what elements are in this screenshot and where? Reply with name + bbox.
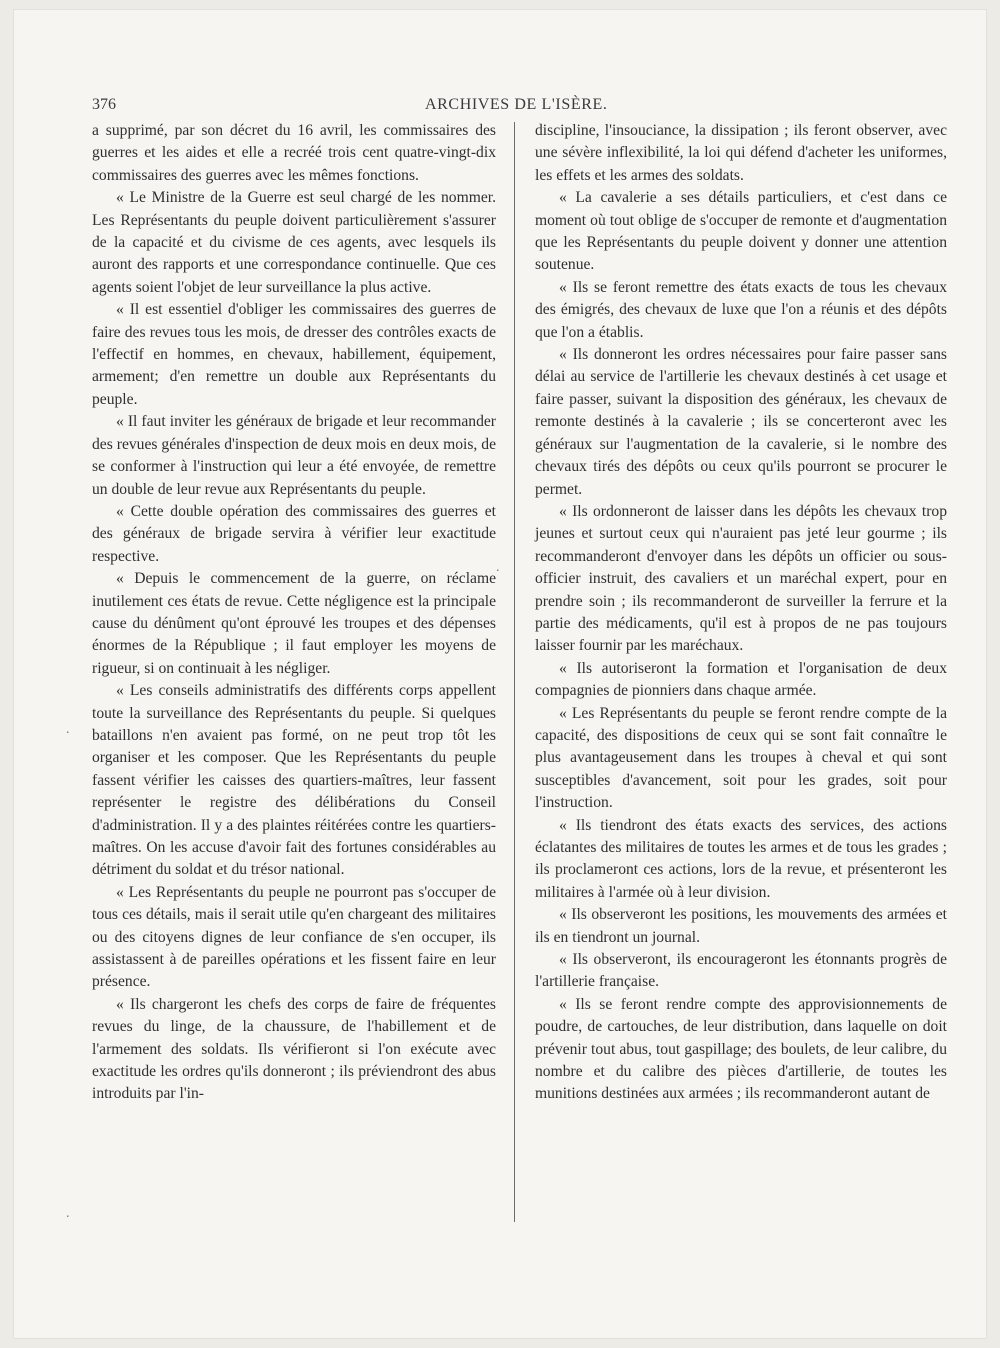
paragraph: « Cette double opération des commissaires des guerres et des généraux de brigade servira à vérifier leur exactitude respective. xyxy=(92,502,496,565)
paragraph: discipline, l'insouciance, la dissipation ; ils feront observer, avec une sévère inflexibilité, la loi qui défend d'acheter les uniformes, les effets et les armes des soldats. xyxy=(535,122,947,184)
stray-mark: . xyxy=(66,722,70,737)
paragraph: « Ils autoriseront la formation et l'organisation de deux compagnies de pionniers dans chaque armée. xyxy=(535,659,947,700)
paragraph: « Ils se feront rendre compte des approvisionnements de poudre, de cartouches, de leur distribution, dans laquelle on doit prévenir tout abus, tout gaspillage; des boulets, de leur calibre, du nombre et du calibre des pièces d'artillerie, de toutes les munitions destinées aux armées ; ils recommanderont autant de xyxy=(535,995,947,1103)
paragraph: « Ils se feront remettre des états exacts de tous les chevaux des émigrés, des chevaux de luxe que l'on a réunis et des dépôts que l'on a établis. xyxy=(535,278,947,341)
paragraph: « La cavalerie a ses détails particuliers, et c'est dans ce moment où tout oblige de s'occuper de remonte et d'augmentation que les Représentants du peuple doivent y donner une attention soutenue. xyxy=(535,189,947,274)
paragraph: « Depuis le commencement de la guerre, on réclame inutilement ces états de revue. Cette négligence est la principale cause du dénûment qu'ont éprouvé les troupes et des dépenses énormes de la République ; il faut employer les moyens de rigueur, si on continuait à les négliger. xyxy=(92,570,496,677)
paragraph: « Les Représentants du peuple se feront rendre compte de la capacité, des dispositions de ceux qui se sont fait connaître le plus avantageusement dans les troupes à cheval et qui sont susceptibles d'avancement, soit pour les grades, soit pour l'instruction. xyxy=(535,704,947,812)
page-header xyxy=(92,96,952,118)
paragraph: « Les conseils administratifs des différents corps appellent toute la surveillance des Représentants du peuple. Si quelques bataillons n'en avaient pas formé, on ne peut trop tôt les organiser et les composer. Que les Représentants du peuple fassent vérifier les caisses des quartiers-maîtres, leur fassent représenter le registre des délibérations du Conseil d'administration. Il y a des plaintes réitérées contre les quartiers-maîtres. On les accuse d'avoir fait des fortunes considérables au détriment du soldat et du trésor national. xyxy=(92,682,496,879)
paragraph: a supprimé, par son décret du 16 avril, les commissaires des guerres et les aides et elle a recréé trois cent quatre-vingt-dix commissaires des guerres avec les mêmes fonctions. xyxy=(92,122,496,184)
paragraph: « Il est essentiel d'obliger les commissaires des guerres de faire des revues tous les mois, de dresser des contrôles exacts de l'effectif en hommes, en chevaux, habillement, équipement, armement; d'en remettre un double aux Représentants du peuple. xyxy=(92,301,496,408)
page-number: 376 xyxy=(92,96,116,113)
paragraph: « Le Ministre de la Guerre est seul chargé de les nommer. Les Représentants du peuple doivent particulièrement s'assurer de la capacité et du civisme de ces agents, avec lesquels ils auront des rapports et une correspondance continuelle. Que ces agents soient l'objet de leur surveillance la plus active. xyxy=(92,189,496,296)
stray-mark: . xyxy=(496,560,500,575)
right-column xyxy=(535,120,947,1106)
paragraph: « Les Représentants du peuple ne pourront pas s'occuper de tous ces détails, mais il serait utile qu'en chargeant des militaires ou des citoyens dignes de leur confiance de s'en occuper, ils assistassent à de pareilles opérations et les fissent faire en leur présence. xyxy=(92,883,496,991)
paragraph: « Ils tiendront des états exacts des services, des actions éclatantes des militaires de toutes les armes et de tous les grades ; ils proclameront ces actions, lors de la revue, et présenteront les militaires à l'armée où à leur division. xyxy=(535,816,947,901)
stray-mark: . xyxy=(66,1206,70,1221)
paragraph: « Ils donneront les ordres nécessaires pour faire passer sans délai au service de l'artillerie les chevaux destinés à cet usage et faire passer, suivant la disposition des généraux, les chevaux de remonte destinés à la cavalerie ; ils se concerteront avec les généraux sur l'augmentation de la cavalerie, si le nombre des chevaux tirés des dépôts ou ceux qu'ils pourront se procurer le permet. xyxy=(535,346,947,498)
left-column xyxy=(92,120,496,1106)
running-head: ARCHIVES DE L'ISÈRE. xyxy=(425,96,608,113)
column-divider xyxy=(514,122,515,1222)
paragraph: « Ils chargeront les chefs des corps de faire de fréquentes revues du linge, de la chaussure, de l'habillement et de l'armement des soldats. Ils vérifieront si l'on exécute avec exactitude les ordres qu'ils donneront ; ils préviendront des abus introduits par l'in- xyxy=(92,995,496,1103)
paragraph: « Ils observeront les positions, les mouvements des armées et ils en tiendront un journal. xyxy=(535,906,947,946)
paragraph: « Ils ordonneront de laisser dans les dépôts les chevaux trop jeunes et surtout ceux qui n'auraient pas jeté leur gourme ; ils recommanderont d'envoyer dans les dépôts un officier ou sous-officier instruit, des cavaliers et un maréchal expert, pour en prendre soin ; ils recommanderont de surveiller la ferrure et la partie des médicaments, qu'il est à propos de ne pas toujours laisser fournir par les maréchaux. xyxy=(535,502,947,655)
paragraph: « Ils observeront, ils encourageront les étonnants progrès de l'artillerie française. xyxy=(535,951,947,991)
paragraph: « Il faut inviter les généraux de brigade et leur recommander des revues générales d'inspection de deux mois en deux mois, de se conformer à l'instruction qui leur a été envoyée, de remettre un double de leur revue aux Représentants du peuple. xyxy=(92,413,496,498)
